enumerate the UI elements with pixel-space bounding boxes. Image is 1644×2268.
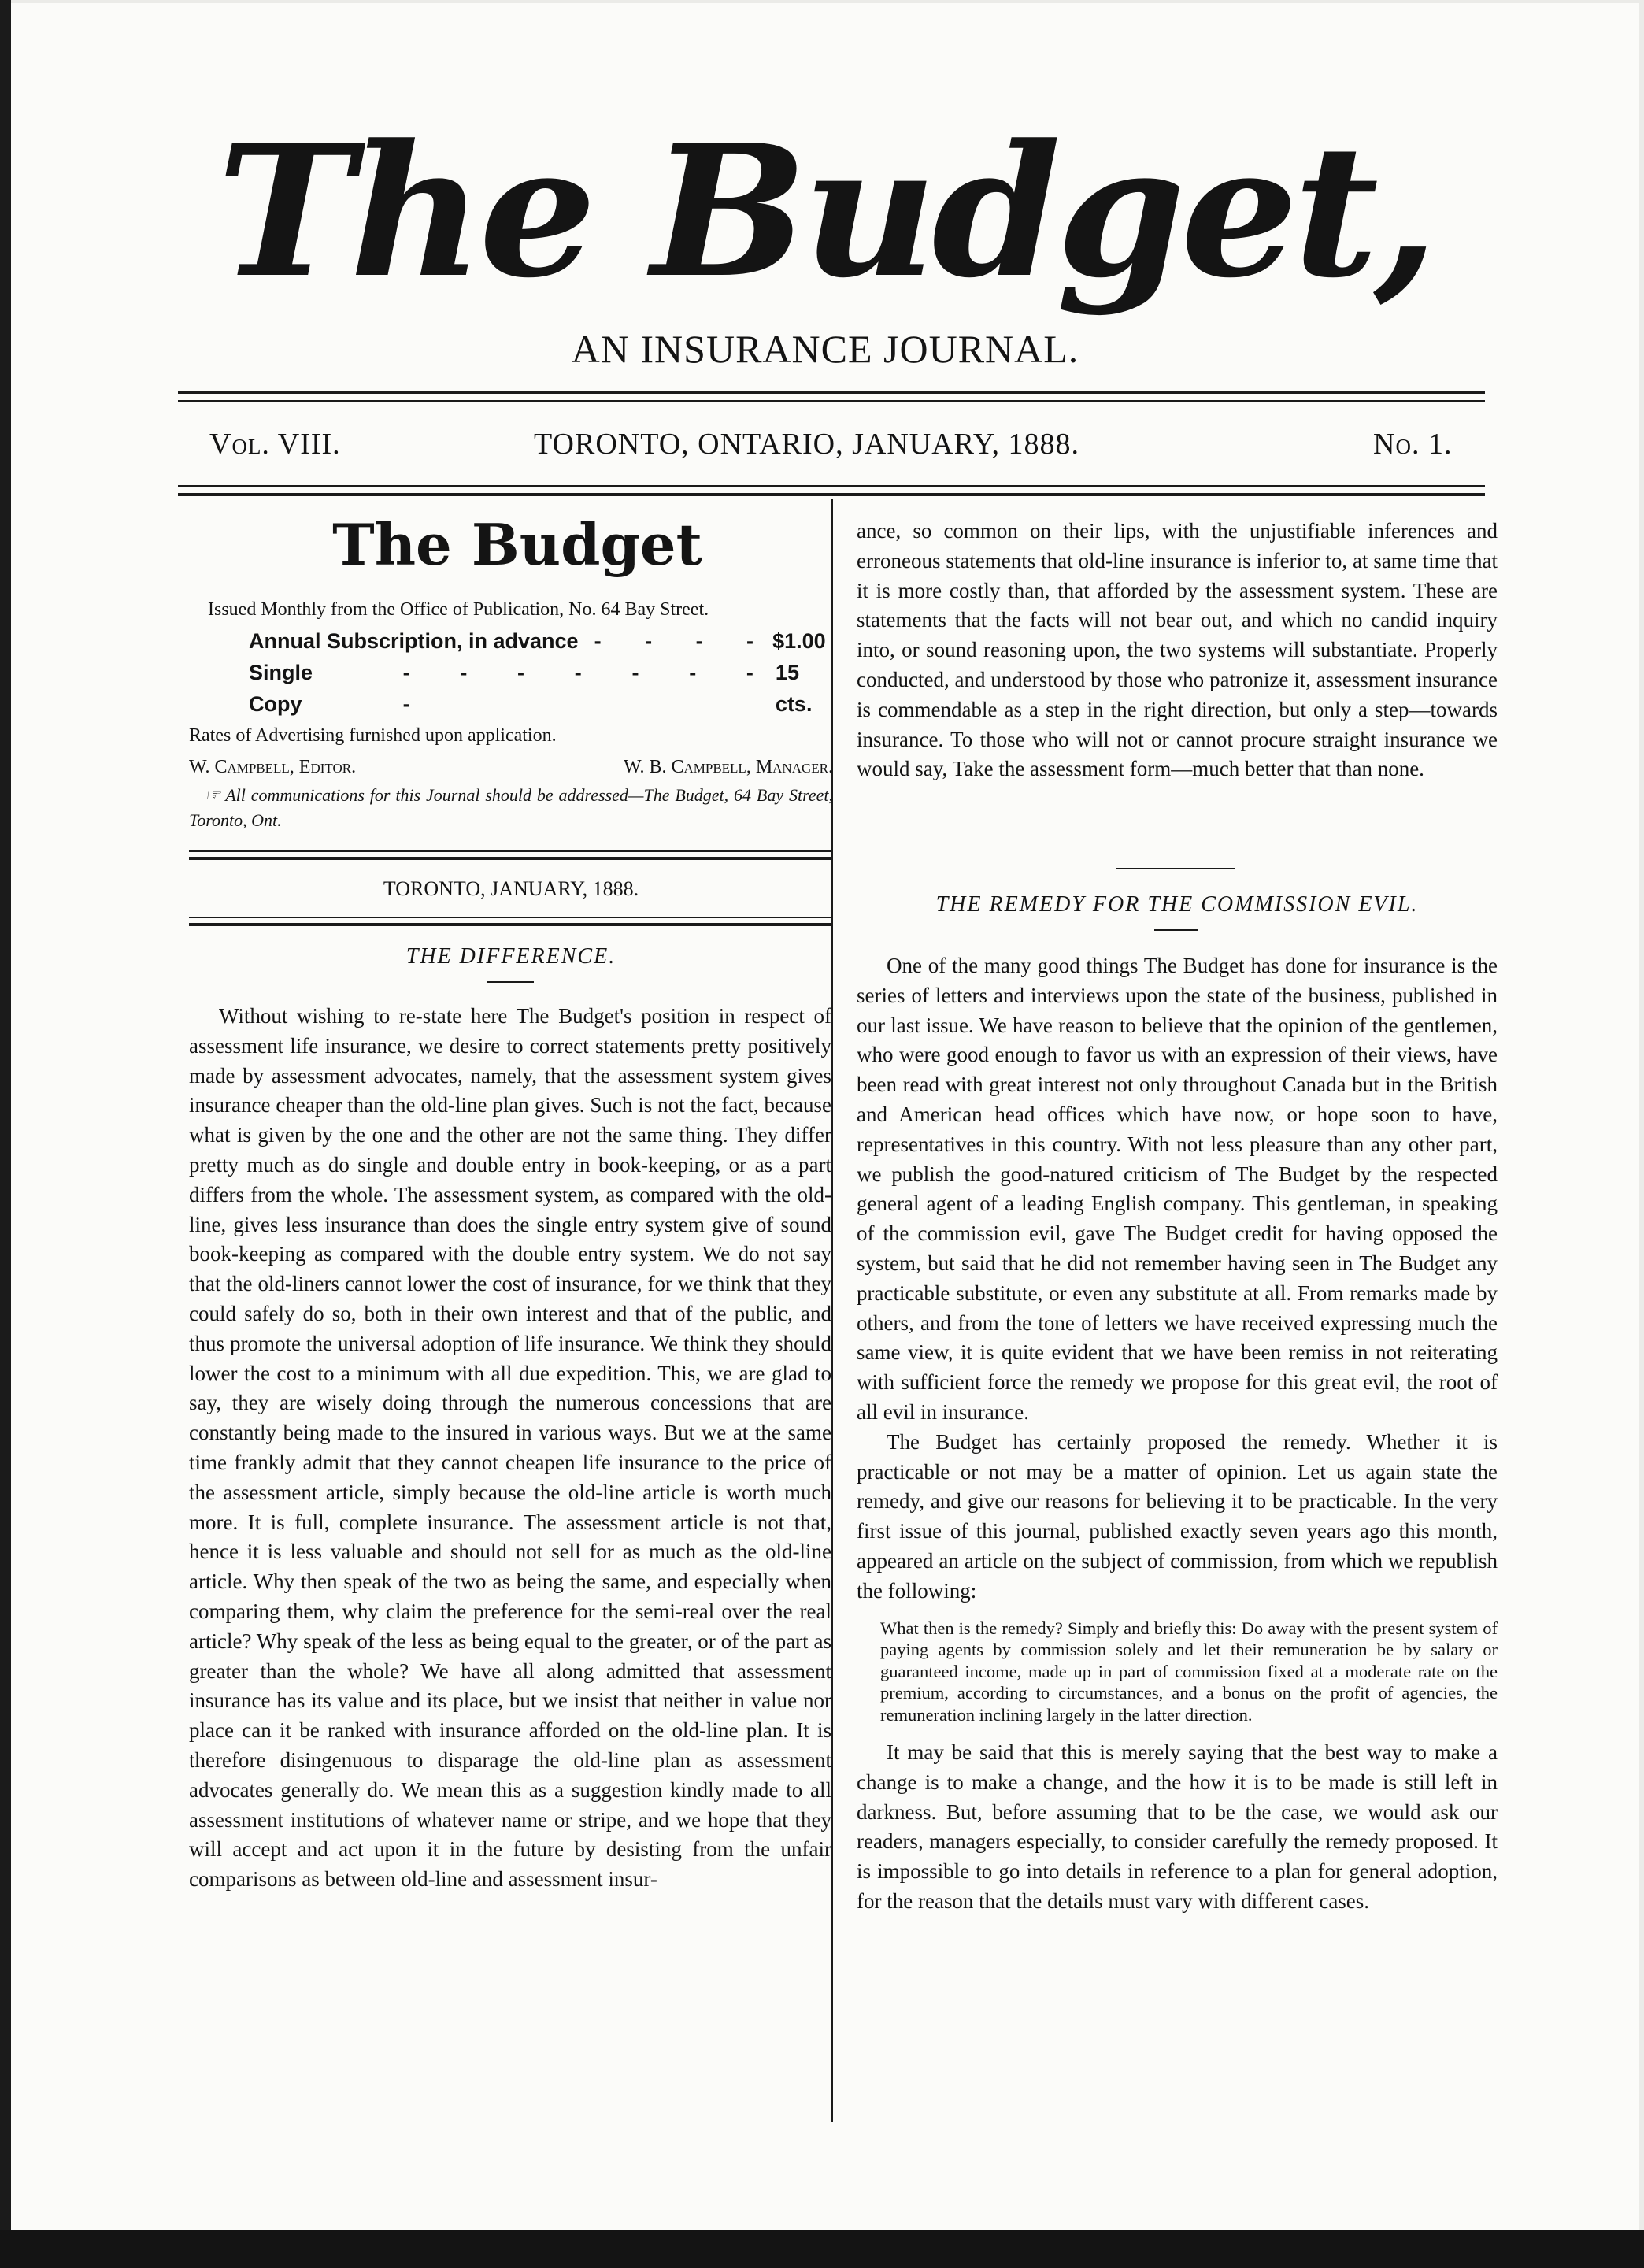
remedy-paragraph-1: One of the many good things The Budget has done for insurance is the series of letters and interviews upon the state of the business, published in our last issue. We have reason to believe that the opinion of the gentlemen, who were good enough to favor us with an expression of their views, have been read with great interest not only throughout Canada but in the British and American head offices which have now, or hope soon to have, representatives in this country. With not less pleasure than any other part, we publish the good-natured criticism of The Budget by the respected general agent of a leading English company. This gentleman, in speaking of the commission evil, gave The Budget credit for having opposed the system, but said that he did not remember having seen in The Budget any practicable substitute, or even any substitute at all. From remarks made by others, and from the tone of letters we have received expressing much the same view, it is quite evident that we have been remiss in not reiterating with sufficient force the remedy we propose for this great evil, the root of all evil in insurance. <box>857 954 1498 1424</box>
dateline-rule-1 <box>189 917 833 918</box>
issued-line: Issued Monthly from the Office of Publication, No. 64 Bay Street. <box>208 599 709 620</box>
annual-label: Annual Subscription, in advance <box>249 629 579 653</box>
remedy-quote: What then is the remedy? Simply and briefly this: Do away with the present system of paying agents by commission solely and let their remuneration be by salary or guaranteed income, made up in part of commission fixed at a moderate rate on the premium, according to circumstances, and a bonus on the profit of agencies, the remuneration inclining largely in the latter direction. <box>880 1618 1498 1725</box>
annual-subscription-row <box>189 625 833 657</box>
dateline: TORONTO, JANUARY, 1888. <box>383 877 639 900</box>
communications-note: ☞ All communications for this Journal should be addressed—The Budget, 64 Bay Street, Toronto, Ont. <box>189 785 833 830</box>
section-dash <box>1116 868 1235 869</box>
article-continued <box>857 517 1498 784</box>
single-copy-row <box>189 657 833 720</box>
box-title: The Budget <box>332 511 702 578</box>
box-rule-1 <box>189 850 833 852</box>
article-body-remedy <box>857 951 1498 1917</box>
staff-row <box>189 751 833 783</box>
masthead-title: The Budget, <box>217 106 1434 318</box>
newspaper-page <box>11 3 1639 2248</box>
publisher-box <box>189 594 833 833</box>
masthead-rule-2 <box>178 400 1485 402</box>
article-paragraph: Without wishing to re-state here The Budget's position in respect of assessment life insurance, we desire to correct statements pretty positively made by assessment advocates, namely, that the assessment system gives insurance cheaper than the old-line plan gives. Such is not the fact, because what is given by the one and the other are not the same thing. They differ pretty much as do single and double entry in book-keeping, or as a part differs from the whole. The assessment system, as compared with the old-line, gives less insurance than does the single entry system give of sound book-keeping as compared with the double entry system. We do not say that the old-liners cannot lower the cost of insurance, for we think that they could safely do so, both in their own interest and that of the public, and thus promote the universal adoption of life insurance. We think they should lower the cost to a minimum with all due expedition. This, we are glad to say, they are wisely doing through the numerous concessions that are constantly being made to the insured in various ways. But we at the same time frankly admit that they cannot cheapen life insurance to the price of the assessment article, simply because the old-line article is worth much more. It is full, complete insurance. The assessment article is not that, hence it is less valuable and should not sell for as much as the old-line article. Why then speak of the two as being the same, and especially when comparing them, why claim the preference for the semi-real over the real article? Why speak of the less as being equal to the greater, or of the part as greater than the whole? We have all along admitted that assessment insurance has its value and its place, but we insist that neither in value nor place can it be ranked with insurance afforded on the old-line plan. It is therefore disingenuous to disparage the old-line plan as assessment advocates generally do. We mean this as a suggestion kindly made to all assessment institutions of whatever name or stripe, and we hope that they will accept and act upon it in the future by desisting from the unfair comparisons as between old-line and assessment insur- <box>189 1004 831 1892</box>
issue-rule-1 <box>178 485 1485 487</box>
scan-edge-left <box>0 0 11 2268</box>
heading-dash-2 <box>1154 929 1198 931</box>
box-rule-2 <box>189 857 833 860</box>
dateline-rule-2 <box>189 923 833 926</box>
advertising-rates: Rates of Advertising furnished upon application. <box>189 725 557 746</box>
manager: W. B. Campbell, Manager. <box>624 757 833 777</box>
issue-number: No. 1. <box>1373 428 1453 461</box>
heading-dash-1 <box>487 981 534 983</box>
article-continuation: ance, so common on their lips, with the unjustifiable inferences and erroneous statements that old-line insurance is inferior to, at same time that it is more costly than, that afforded by the assessment system. These are statements that the facts will not bear out, and which no candid inquiry into, or sound reasoning upon, the two systems will substantiate. Properly conducted, and understood by those who patronize it, assessment insurance is commendable as a step in the right direction, but only a step—towards insurance. To those who will not or cannot procure straight insurance we would say, Take the assessment form—much better that than none. <box>857 519 1498 781</box>
masthead-rule-1 <box>178 391 1485 394</box>
issue-rule-2 <box>178 493 1485 496</box>
masthead-subtitle: AN INSURANCE JOURNAL. <box>571 327 1079 371</box>
single-label: Single Copy <box>249 661 313 716</box>
article-heading-difference: THE DIFFERENCE. <box>405 944 616 969</box>
scan-edge-bottom <box>0 2230 1644 2268</box>
volume-number: Vol. VIII. <box>209 428 341 461</box>
remedy-paragraph-3: It may be said that this is merely saying that the best way to make a change is to make a change, and the how it is to be made is still left in darkness. But, before assuming that to be the case, we would ask our readers, managers especially, to consider carefully the remedy proposed. It is impossible to go into details in reference to a plan for general adoption, for the reason that the details must vary with different cases. <box>857 1740 1498 1914</box>
annual-dots: - - - - <box>594 629 773 653</box>
article-heading-remedy: THE REMEDY FOR THE COMMISSION EVIL. <box>935 892 1419 917</box>
editor: W. Campbell, Editor. <box>189 757 357 777</box>
issue-dateline: TORONTO, ONTARIO, JANUARY, 1888. <box>534 428 1079 461</box>
annual-price: $1.00 <box>772 629 826 653</box>
single-dots: - - - - - - - - <box>402 661 776 716</box>
remedy-paragraph-2: The Budget has certainly proposed the remedy. Whether it is practicable or not may be a matter of opinion. Let us again state the remedy, and give our reasons for believing it to be practicable. In the very first issue of this journal, published exactly seven years ago this month, appeared an article on the subject of commission, from which we republish the following: <box>857 1429 1498 1603</box>
article-body-difference <box>189 1002 831 1895</box>
single-price: 15 cts. <box>775 661 813 716</box>
